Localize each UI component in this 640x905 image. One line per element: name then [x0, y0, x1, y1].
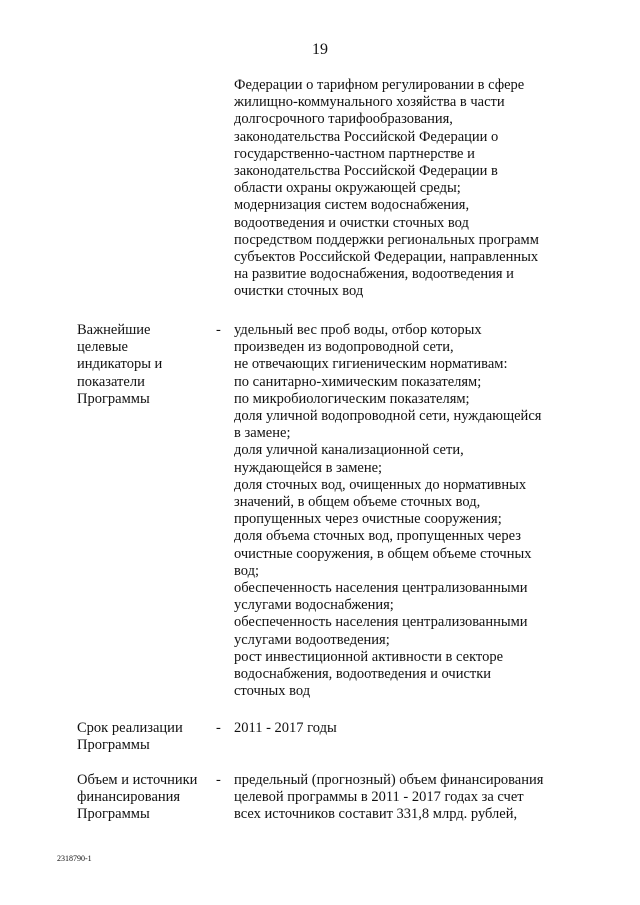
funding-value: [234, 772, 564, 824]
label-line: целевые: [77, 339, 128, 356]
label-line: Объем и источники: [77, 772, 198, 788]
label-line: Программы: [77, 737, 150, 754]
text-line: услугами водоотведения;: [234, 631, 390, 648]
text-line: не отвечающих гигиеническим нормативам:: [234, 356, 508, 373]
text-line: государственно-частном партнерстве и: [234, 145, 475, 162]
text-line: водоснабжения, водоотведения и очистки: [234, 666, 492, 683]
text-line: произведен из водопроводной сети,: [234, 339, 454, 356]
text-line: законодательства Российской Федерации о: [234, 128, 499, 145]
text-line: долгосрочного тарифообразования,: [234, 111, 453, 128]
term-value: [234, 720, 564, 737]
label-line: индикаторы и: [77, 356, 163, 373]
text-line: целевой программы в 2011 - 2017 годах за счет: [234, 789, 524, 806]
text-line: всех источников составит 331,8 млрд. рублей,: [234, 806, 518, 823]
text-line: в замене;: [234, 425, 291, 442]
text-line: водоотведения и очистки сточных вод: [234, 214, 469, 231]
text-line: субъектов Российской Федерации, направленных: [234, 249, 539, 266]
text-line: области охраны окружающей среды;: [234, 180, 461, 197]
text-line: сточных вод: [234, 683, 311, 700]
text-line: очистки сточных вод: [234, 283, 364, 300]
label-line: Программы: [77, 390, 150, 407]
text-line: предельный (прогнозный) объем финансирования: [234, 772, 544, 788]
text-line: вод;: [234, 562, 259, 579]
label-line: Программы: [77, 806, 150, 823]
text-line: 2011 - 2017 годы: [234, 720, 337, 736]
text-line: доля уличной водопроводной сети, нуждающейся: [234, 408, 542, 425]
text-line: по санитарно-химическим показателям;: [234, 373, 482, 390]
row-dash: -: [216, 322, 221, 338]
term-label: [77, 720, 217, 754]
text-line: доля уличной канализационной сети,: [234, 442, 464, 459]
text-line: посредством поддержки региональных программ: [234, 231, 539, 248]
text-line: по микробиологическим показателям;: [234, 390, 470, 407]
text-line: обеспеченность населения централизованными: [234, 580, 528, 597]
text-line: доля объема сточных вод, пропущенных через: [234, 528, 521, 545]
text-line: доля сточных вод, очищенных до нормативных: [234, 476, 527, 493]
intro-paragraph: [234, 77, 564, 301]
text-line: нуждающейся в замене;: [234, 459, 383, 476]
text-line: жилищно-коммунального хозяйства в части: [234, 94, 505, 111]
text-line: модернизация систем водоснабжения,: [234, 197, 470, 214]
text-line: на развитие водоснабжения, водоотведения и: [234, 266, 514, 283]
text-line: законодательства Российской Федерации в: [234, 163, 498, 180]
label-line: финансирования: [77, 789, 181, 806]
page-number: 19: [312, 41, 328, 58]
text-line: Федерации о тарифном регулировании в сфере: [234, 77, 525, 93]
text-line: значений, в общем объеме сточных вод,: [234, 494, 481, 511]
label-line: Важнейшие: [77, 322, 151, 338]
indicators-value: [234, 322, 564, 700]
text-line: пропущенных через очистные сооружения;: [234, 511, 502, 528]
indicators-label: [77, 322, 217, 408]
label-line: Срок реализации: [77, 720, 183, 736]
label-line: показатели: [77, 373, 145, 390]
text-line: услугами водоснабжения;: [234, 597, 394, 614]
text-line: рост инвестиционной активности в секторе: [234, 648, 504, 665]
funding-label: [77, 772, 217, 824]
row-dash: -: [216, 772, 221, 788]
document-code: 2318790-1: [57, 854, 92, 863]
row-dash: -: [216, 720, 221, 736]
text-line: обеспеченность населения централизованными: [234, 614, 528, 631]
text-line: удельный вес проб воды, отбор которых: [234, 322, 482, 338]
text-line: очистные сооружения, в общем объеме сточных: [234, 545, 532, 562]
